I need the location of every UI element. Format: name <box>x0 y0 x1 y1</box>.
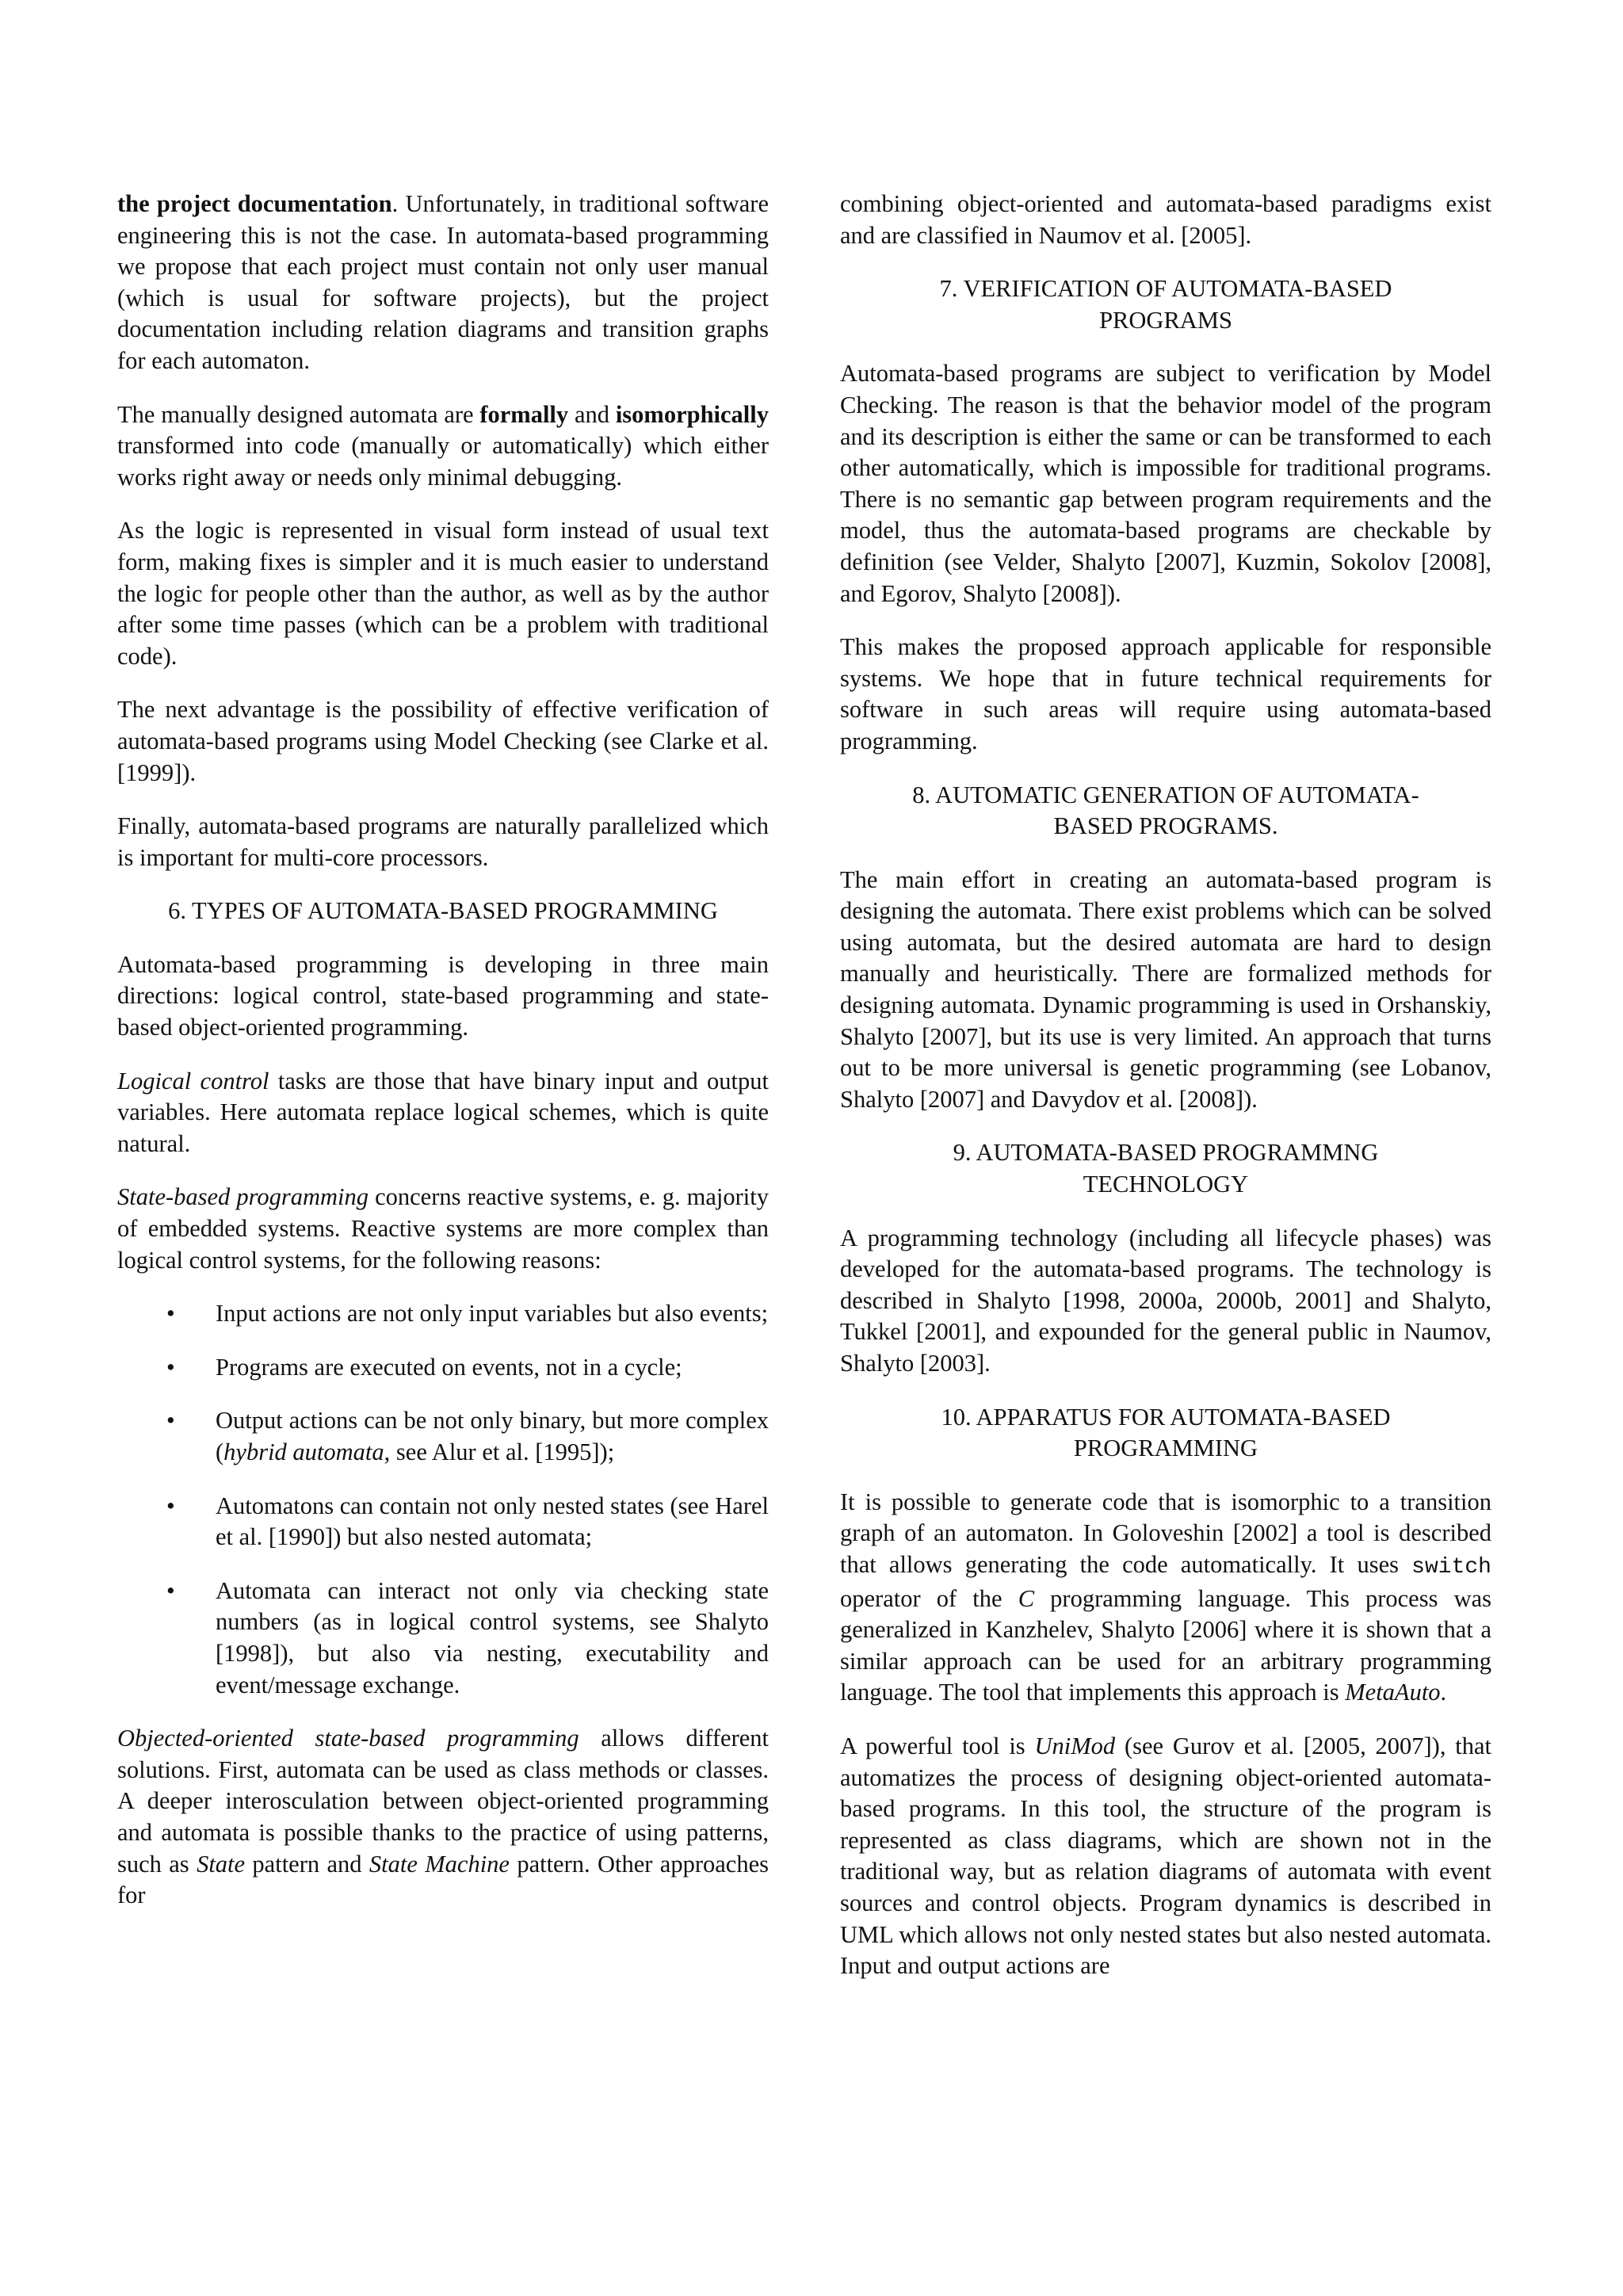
section-heading-10 <box>840 1402 1491 1465</box>
paragraph: The main effort in creating an automata-based program is designing the automata. There exist problems which can be solved using automata, but the desired automata are hard to design manually and heuristically. There are formalized methods for designing automata. Dynamic programming is used in Orshanskiy, Shalyto [2007], but its use is very limited. An approach that turns out to be more universal is genetic programming (see Lobanov, Shalyto [2007] and Davydov et al. [2008]). <box>840 865 1491 1113</box>
heading-line: PROGRAMS <box>1099 306 1232 334</box>
heading-line: PROGRAMMING <box>1073 1435 1258 1462</box>
bullet-icon: • <box>166 1407 175 1435</box>
bullet-icon: • <box>166 1576 175 1604</box>
text-span: Automata can interact not only via checking state numbers (as in logical control systems, see Shalyto [1998]), but also via nesting, executability and event/message exchange. <box>216 1576 769 1698</box>
bullet-icon: • <box>166 1353 175 1381</box>
list-item <box>117 1352 769 1384</box>
right-column <box>840 189 1491 2004</box>
italic-text: State <box>197 1850 246 1878</box>
italic-text: hybrid automata <box>223 1438 384 1465</box>
text-span: and <box>568 400 616 428</box>
text-span: Input actions are not only input variables but also events; <box>216 1300 769 1328</box>
heading-line: BASED PROGRAMS. <box>1053 812 1278 840</box>
heading-line: 9. AUTOMATA-BASED PROGRAMMNG <box>953 1139 1379 1167</box>
bullet-icon: • <box>166 1300 175 1328</box>
text-span: (see Gurov et al. [2005, 2007]), that automatizes the process of designing object-oriented automata-based programs. In this tool, the structure of the program is represented as class diagrams, which are shown not in the traditional way, but as relation diagrams of automata with event sources and control objects. Program dynamics is described in UML which allows not only nested states but also nested automata. Input and output actions are <box>840 1732 1491 1980</box>
left-column <box>117 189 769 1934</box>
italic-text: UniMod <box>1034 1732 1116 1759</box>
paragraph <box>117 1182 769 1276</box>
bold-text: the project documentation <box>117 190 392 217</box>
text-span: transformed into code (manually or automatically) which either works right away or needs only minimal debugging. <box>117 432 769 491</box>
section-heading-7 <box>840 273 1491 336</box>
paragraph: Automata-based programs are subject to verification by Model Checking. The reason is that the behavior model of the program and its description is either the same or can be transformed to each other automatically, which is impossible for traditional programs. There is no semantic gap between program requirements and the model, thus the automata-based programs are checkable by definition (see Velder, Shalyto [2007], Kuzmin, Sokolov [2008], and Egorov, Shalyto [2008]). <box>840 360 1491 607</box>
paragraph <box>117 1066 769 1160</box>
paragraph: As the logic is represented in visual form instead of usual text form, making fixes is simpler and it is much easier to understand the logic for people other than the author, as well as by the author after some time passes (which can be a problem with traditional code). <box>117 517 769 670</box>
text-span: pattern. Other approaches for <box>117 1850 769 1909</box>
heading-line: 7. VERIFICATION OF AUTOMATA-BASED <box>939 275 1392 303</box>
paragraph <box>840 1731 1491 1982</box>
bold-text: formally <box>479 400 569 428</box>
text-span: tasks are those that have binary input and output variables. Here automata replace logical schemes, which is quite natural. <box>117 1067 769 1157</box>
section-heading-8 <box>840 780 1491 842</box>
heading-line: 8. AUTOMATIC GENERATION OF AUTOMATA- <box>912 781 1419 808</box>
text-span: . Unfortunately, in traditional software engineering this is not the case. In automata-based programming we propose that each project must contain not only user manual (which is usual for software projects), but the project documentation including relation diagrams and transition graphs for each automaton. <box>117 190 769 374</box>
text-span: The manually designed automata are <box>117 400 480 428</box>
paragraph: Automata-based programming is developing in three main directions: logical control, state-based programming and state-based object-oriented programming. <box>117 950 769 1041</box>
italic-text: State-based programming <box>117 1183 369 1211</box>
list-item <box>117 1298 769 1330</box>
paragraph <box>117 1723 769 1912</box>
list-item <box>117 1576 769 1701</box>
list-item <box>117 1405 769 1468</box>
bullet-icon: • <box>166 1492 175 1519</box>
paragraph <box>840 1487 1491 1709</box>
paragraph: The next advantage is the possibility of effective verification of automata-based programs using Model Checking (see Clarke et al. [1999]). <box>117 696 769 786</box>
bold-text: isomorphically <box>615 400 769 428</box>
italic-text: Logical control <box>117 1067 269 1095</box>
text-span: pattern and <box>245 1850 369 1878</box>
paragraph: This makes the proposed approach applicable for responsible systems. We hope that in future technical requirements for software in such areas will require using automata-based programming. <box>840 633 1491 755</box>
heading-line: TECHNOLOGY <box>1083 1171 1249 1198</box>
section-heading-6: 6. TYPES OF AUTOMATA-BASED PROGRAMMING <box>168 897 718 925</box>
italic-text: MetaAuto <box>1345 1679 1441 1706</box>
paragraph <box>117 399 769 494</box>
paragraph: combining object-oriented and automata-based paradigms exist and are classified in Naumov et al. [2005]. <box>840 190 1491 249</box>
paragraph: A programming technology (including all lifecycle phases) was developed for the automata-based programs. The technology is described in Shalyto [1998, 2000a, 2000b, 2001] and Shalyto, Tukkel [2001], and expounded for the general public in Naumov, Shalyto [2003]. <box>840 1224 1491 1377</box>
paragraph: Finally, automata-based programs are naturally parallelized which is important for multi-core processors. <box>117 812 769 871</box>
text-span: concerns reactive systems, e. g. majority of embedded systems. Reactive systems are more complex than logical control systems, for the following reasons: <box>117 1183 769 1274</box>
list-item <box>117 1491 769 1553</box>
code-text: switch <box>1411 1554 1491 1580</box>
bullet-list <box>117 1298 769 1701</box>
section-heading-9 <box>840 1137 1491 1200</box>
text-span: Output actions can be not only binary, but more complex ( <box>216 1407 769 1465</box>
paragraph <box>117 189 769 377</box>
text-span: Automatons can contain not only nested states (see Harel et al. [1990]) but also nested automata; <box>216 1492 769 1551</box>
text-span: It is possible to generate code that is isomorphic to a transition graph of an automaton. In Goloveshin [2002] a tool is described that allows generating the code automatically. It uses <box>840 1488 1491 1578</box>
text-span: Programs are executed on events, not in a cycle; <box>216 1353 682 1381</box>
text-span: operator of the <box>840 1584 1018 1612</box>
text-span: . <box>1440 1679 1447 1706</box>
italic-text: Objected-oriented state-based programming <box>117 1725 579 1752</box>
text-span: , see Alur et al. [1995]); <box>384 1438 615 1465</box>
text-span: allows different solutions. First, automata can be used as class methods or classes. A deeper interosculation between object-oriented programming and automata is possible thanks to the practice of using patterns, such as <box>117 1725 769 1878</box>
text-span: A powerful tool is <box>840 1732 1035 1759</box>
text-span: programming language. This process was generalized in Kanzhelev, Shalyto [2006] where it is shown that a similar approach can be used for an arbitrary programming language. The tool that implements this approach is <box>840 1584 1492 1706</box>
italic-text: State Machine <box>369 1850 510 1878</box>
italic-text: C <box>1018 1584 1035 1612</box>
heading-line: 10. APPARATUS FOR AUTOMATA-BASED <box>941 1403 1391 1431</box>
